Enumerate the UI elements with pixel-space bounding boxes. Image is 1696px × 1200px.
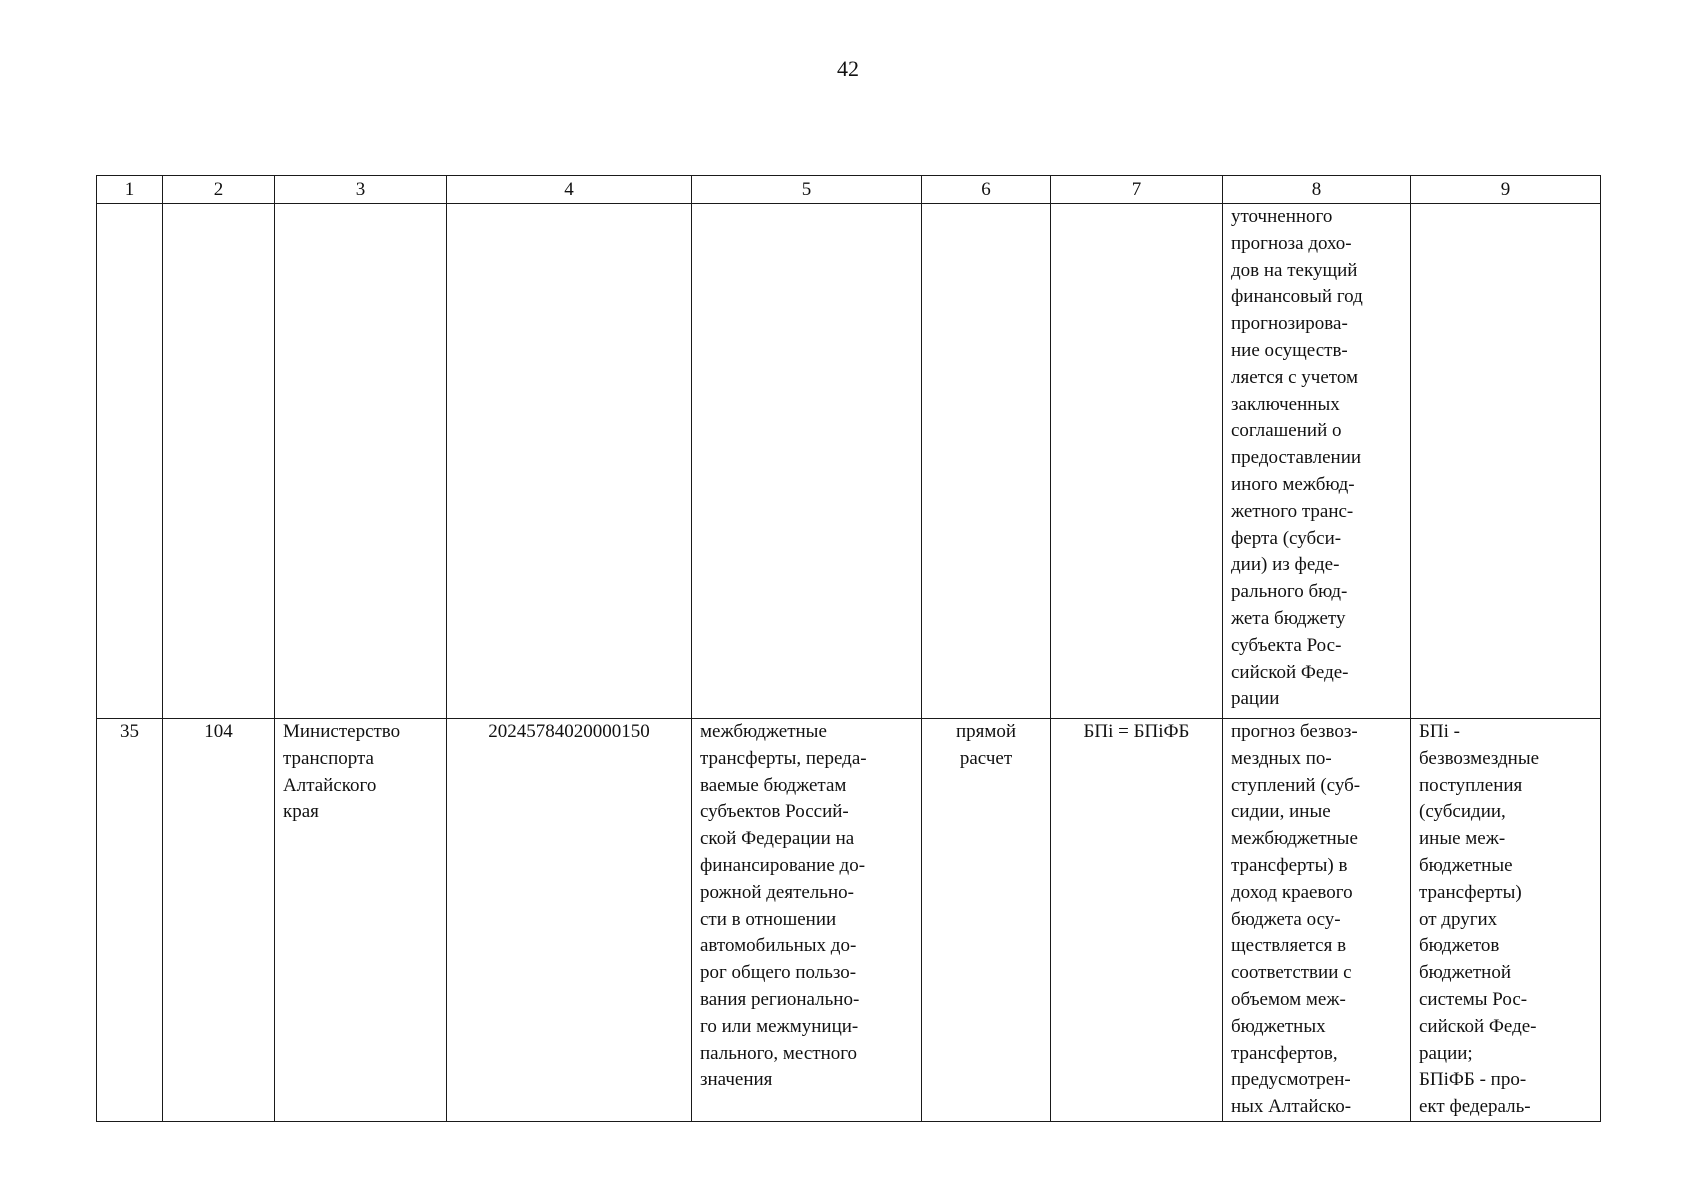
column-number: 9 bbox=[1411, 176, 1601, 204]
text-line: ваемые бюджетам bbox=[700, 774, 847, 796]
text-line: прогнозирова- bbox=[1231, 313, 1348, 335]
empty-cell bbox=[447, 204, 692, 719]
text-line: прогноз безвоз- bbox=[1231, 721, 1358, 742]
page-number: 42 bbox=[837, 56, 859, 81]
text-line: вания регионально- bbox=[700, 988, 860, 1010]
text-line: бюджетов bbox=[1419, 935, 1500, 957]
text-line: транспорта bbox=[283, 747, 374, 769]
text-line: ние осуществ- bbox=[1231, 339, 1348, 361]
text-line: жета бюджету bbox=[1231, 607, 1346, 629]
text-line: ступлений (суб- bbox=[1231, 774, 1361, 796]
column-number: 6 bbox=[922, 176, 1051, 204]
text-line: объемом меж- bbox=[1231, 988, 1346, 1010]
text-line: от других bbox=[1419, 908, 1498, 930]
text-line: доход краевого bbox=[1231, 881, 1353, 903]
text-line: трансфертов, bbox=[1231, 1042, 1338, 1064]
text-line: сидии, иные bbox=[1231, 801, 1331, 823]
text-line: расчет bbox=[959, 747, 1013, 769]
text-line: бюджета осу- bbox=[1231, 908, 1341, 930]
empty-cell bbox=[1051, 204, 1223, 719]
text-line: Алтайского bbox=[283, 774, 377, 796]
calculation-method-text bbox=[1223, 719, 1411, 1122]
administrator-name bbox=[275, 719, 447, 1122]
column-number: 2 bbox=[163, 176, 275, 204]
text-line: рог общего пользо- bbox=[700, 962, 857, 984]
text-line: трансферты) в bbox=[1231, 854, 1348, 876]
text-line: автомобильных до- bbox=[700, 935, 857, 957]
text-line: рации bbox=[1231, 688, 1280, 710]
continuation-row bbox=[97, 204, 1601, 719]
text-line: заключенных bbox=[1231, 393, 1340, 415]
text-line: предусмотрен- bbox=[1231, 1069, 1351, 1091]
column-number: 3 bbox=[275, 176, 447, 204]
text-line: межбюджетные bbox=[1231, 828, 1358, 850]
empty-cell bbox=[97, 204, 163, 719]
text-line: финансирование до- bbox=[700, 854, 866, 876]
revenue-name bbox=[692, 719, 922, 1122]
text-line: соответствии с bbox=[1231, 962, 1352, 984]
text-line: мездных по- bbox=[1231, 747, 1332, 769]
text-line: Министерство bbox=[283, 721, 401, 742]
text-line: рожной деятельно- bbox=[700, 881, 854, 903]
text-line: ществляется в bbox=[1231, 935, 1347, 957]
text-line: субъектов Россий- bbox=[700, 801, 849, 823]
table-row bbox=[97, 719, 1601, 1122]
text-line: сийской Феде- bbox=[1231, 661, 1349, 683]
formula: БПi = БПiФБ bbox=[1051, 719, 1223, 1122]
text-line: финансовый год bbox=[1231, 286, 1363, 308]
row-number: 35 bbox=[97, 719, 163, 1122]
text-line: трансферты) bbox=[1419, 881, 1522, 903]
column-number: 7 bbox=[1051, 176, 1223, 204]
empty-cell bbox=[275, 204, 447, 719]
text-line: прямой bbox=[955, 721, 1017, 742]
text-line: БПiФБ - про- bbox=[1419, 1069, 1527, 1091]
empty-cell bbox=[922, 204, 1051, 719]
column-number: 5 bbox=[692, 176, 922, 204]
text-line: предоставлении bbox=[1231, 447, 1362, 469]
text-line: ской Федерации на bbox=[700, 828, 855, 850]
text-line: края bbox=[283, 801, 319, 823]
text-line: трансферты, переда- bbox=[700, 747, 867, 769]
text-line: (субсидии, bbox=[1419, 801, 1506, 823]
text-line: бюджетные bbox=[1419, 854, 1513, 876]
text-line: жетного транс- bbox=[1231, 500, 1354, 522]
column-number: 8 bbox=[1223, 176, 1411, 204]
text-line: ект федераль- bbox=[1419, 1096, 1531, 1118]
calculation-method-text bbox=[1223, 204, 1411, 719]
text-line: поступления bbox=[1419, 774, 1523, 796]
text-line: рального бюд- bbox=[1231, 581, 1348, 603]
empty-cell bbox=[1411, 204, 1601, 719]
text-line: рации; bbox=[1419, 1042, 1473, 1064]
text-line: безвозмездные bbox=[1419, 747, 1540, 769]
method-type bbox=[922, 719, 1051, 1122]
revenue-methodology-table bbox=[96, 175, 1601, 1122]
text-line: дии) из феде- bbox=[1231, 554, 1340, 576]
text-line: сийской Феде- bbox=[1419, 1015, 1537, 1037]
text-line: пального, местного bbox=[700, 1042, 858, 1064]
empty-cell bbox=[692, 204, 922, 719]
text-line: иного межбюд- bbox=[1231, 473, 1355, 495]
empty-cell bbox=[163, 204, 275, 719]
text-line: БПi - bbox=[1419, 721, 1460, 742]
text-line: ных Алтайско- bbox=[1231, 1096, 1352, 1118]
text-line: сти в отношении bbox=[700, 908, 837, 930]
text-line: ферта (субси- bbox=[1231, 527, 1342, 549]
text-line: бюджетных bbox=[1231, 1015, 1326, 1037]
text-line: межбюджетные bbox=[700, 721, 827, 742]
text-line: значения bbox=[700, 1069, 773, 1091]
text-line: соглашений о bbox=[1231, 420, 1342, 442]
text-line: бюджетной bbox=[1419, 962, 1512, 984]
text-line: уточненного bbox=[1231, 206, 1333, 227]
text-line: иные меж- bbox=[1419, 828, 1506, 850]
column-number-row bbox=[97, 176, 1601, 204]
admin-code: 104 bbox=[163, 719, 275, 1122]
column-number: 4 bbox=[447, 176, 692, 204]
budget-classification-code: 20245784020000150 bbox=[447, 719, 692, 1122]
text-line: прогноза дохо- bbox=[1231, 232, 1352, 254]
text-line: субъекта Рос- bbox=[1231, 634, 1342, 656]
column-number: 1 bbox=[97, 176, 163, 204]
text-line: дов на текущий bbox=[1231, 259, 1358, 281]
text-line: го или межмуници- bbox=[700, 1015, 859, 1037]
text-line: ляется с учетом bbox=[1231, 366, 1358, 388]
text-line: системы Рос- bbox=[1419, 988, 1528, 1010]
indicator-description bbox=[1411, 719, 1601, 1122]
